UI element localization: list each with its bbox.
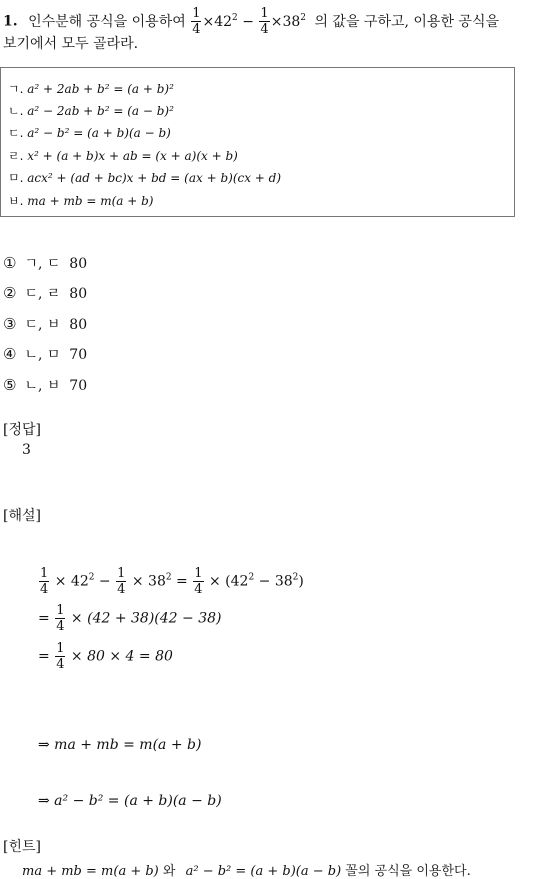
bogi-item: ㅁ. acx² + (ad + bc)x + bd = (ax + b)(cx + d) (8, 171, 282, 185)
answer-heading: [정답] (3, 422, 41, 438)
fraction: $\frac{1}{4}$ (192, 6, 201, 37)
question-number: 1. (3, 13, 18, 30)
choice-5[interactable]: ⑤ ㄴ, ㅂ 70 (3, 376, 88, 394)
bogi-item: ㄱ. a² + 2ab + b² = (a + b)² (8, 82, 174, 96)
bogi-box (0, 67, 515, 217)
question-expression: $\frac{1}{4}$ $\times 42^2$ − $\frac{1}{4}$ $\times 38^2$ (192, 6, 306, 37)
explanation-line-3: = $\frac{1}{4}$ × 80 × 4 = 80 (38, 641, 173, 672)
choice-1[interactable]: ① ㄱ, ㄷ 80 (3, 254, 88, 272)
explanation-arrow-1: ⇒ ma + mb = m(a + b) (38, 737, 202, 753)
choice-4[interactable]: ④ ㄴ, ㅁ 70 (3, 345, 88, 363)
choice-2[interactable]: ② ㄷ, ㄹ 80 (3, 284, 88, 302)
hint-heading: [힌트] (3, 839, 41, 855)
fraction: $\frac{1}{4}$ (260, 6, 269, 37)
bogi-item: ㄹ. x² + (a + b)x + ab = (x + a)(x + b) (8, 149, 238, 163)
explanation-line-1: $\frac{1}{4}$ × $42^2$ − $\frac{1}{4}$ × $38^2$ = $\frac{1}{4}$ × $(42^2 - 38^2)$ (40, 566, 304, 597)
bogi-item: ㅂ. ma + mb = m(a + b) (8, 194, 154, 208)
hint-text: ma + mb = m(a + b) 와 a² − b² = (a + b)(a − b) 꼴의 공식을 이용한다. (22, 864, 471, 879)
explanation-arrow-2: ⇒ a² − b² = (a + b)(a − b) (38, 793, 222, 809)
bogi-item: ㄷ. a² − b² = (a + b)(a − b) (8, 126, 171, 140)
bogi-item: ㄴ. a² − 2ab + b² = (a − b)² (8, 104, 174, 118)
question-text-a: 인수분해 공식을 이용하여 (28, 13, 186, 30)
question-text-b: 의 값을 구하고, 이용한 공식을 (314, 13, 499, 30)
explanation-line-2: = $\frac{1}{4}$ × (42 + 38)(42 − 38) (38, 603, 222, 634)
answer-value: 3 (22, 442, 31, 458)
question-line-2: 보기에서 모두 골라라. (3, 36, 139, 52)
choice-3[interactable]: ③ ㄷ, ㅂ 80 (3, 315, 88, 333)
explanation-heading: [해설] (3, 508, 41, 524)
